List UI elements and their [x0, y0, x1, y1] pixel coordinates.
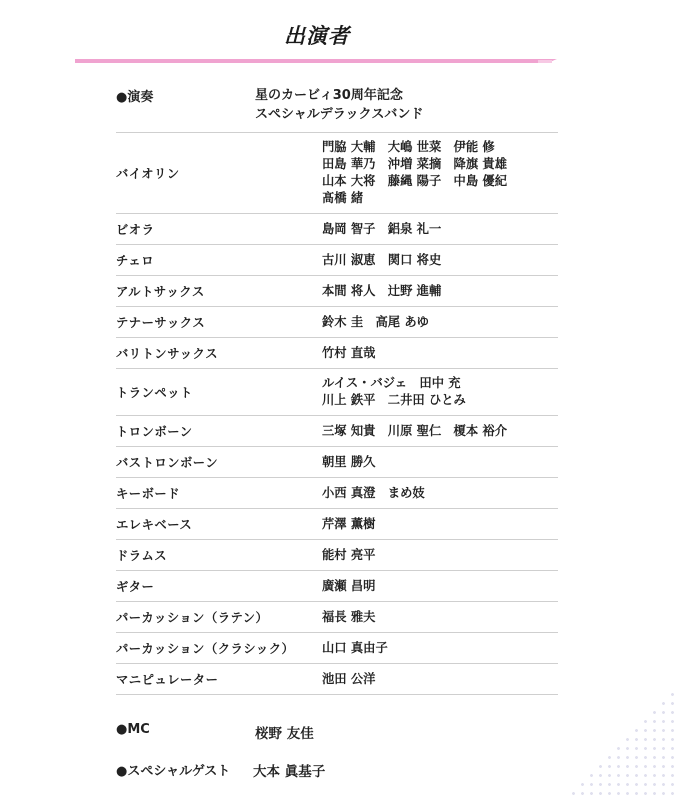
instrument-label: アルトサックス — [116, 276, 322, 307]
performer-names — [322, 133, 558, 214]
member-row — [116, 633, 558, 664]
member-row — [116, 602, 558, 633]
member-row — [116, 540, 558, 571]
member-row — [116, 133, 558, 214]
member-row — [116, 416, 558, 447]
performer-name-line: 山口 真由子 — [322, 640, 388, 655]
member-row — [116, 245, 558, 276]
performer-names — [322, 416, 558, 447]
ensemble-label: ●演奏 — [116, 90, 154, 105]
band-name-line-1: 星のカービィ30周年記念 — [255, 88, 403, 103]
members-table — [116, 132, 558, 695]
performer-name-line: 島岡 智子 鋁泉 礼一 — [322, 221, 442, 236]
performer-names — [322, 478, 558, 509]
performer-names — [322, 245, 558, 276]
performer-name-line: 山本 大将 藤縄 陽子 中島 優紀 — [322, 174, 508, 188]
instrument-label: ドラムス — [116, 540, 322, 571]
performer-names — [322, 540, 558, 571]
performer-names — [322, 447, 558, 478]
member-row — [116, 509, 558, 540]
performer-name-line: 門脇 大輔 大嶋 世菜 伊能 修 — [322, 140, 495, 154]
member-row — [116, 307, 558, 338]
performer-name-line: 福長 雅夫 — [322, 609, 376, 624]
instrument-label: バイオリン — [116, 133, 322, 214]
performer-names — [322, 571, 558, 602]
performer-name-line: 廣瀬 昌明 — [322, 578, 376, 593]
title-underline-accent — [538, 60, 552, 63]
member-row — [116, 571, 558, 602]
instrument-label: バストロンボーン — [116, 447, 322, 478]
instrument-label: ビオラ — [116, 214, 322, 245]
performer-name-line: 田島 華乃 沖増 菜摘 降旗 貴雄 — [322, 157, 508, 171]
performer-name-line: 竹村 直哉 — [322, 345, 376, 360]
performer-names — [322, 509, 558, 540]
band-name — [255, 86, 423, 124]
instrument-label: トロンボーン — [116, 416, 322, 447]
performer-name-line: 朝里 勝久 — [322, 454, 376, 469]
member-row — [116, 478, 558, 509]
member-row — [116, 369, 558, 416]
performer-names — [322, 633, 558, 664]
member-row — [116, 664, 558, 695]
performer-name-line: 髙橋 緒 — [322, 191, 364, 205]
title-underline — [75, 59, 557, 63]
instrument-label: キーボード — [116, 478, 322, 509]
performer-name-line: 川上 鉄平 二井田 ひとみ — [322, 393, 466, 407]
performer-name-line: 能村 亮平 — [322, 547, 376, 562]
performer-names — [322, 276, 558, 307]
instrument-label: トランペット — [116, 369, 322, 416]
members-table-body — [116, 133, 558, 695]
member-row — [116, 447, 558, 478]
instrument-label: パーカッション（クラシック） — [116, 633, 322, 664]
performer-name-line: ルイス・バジェ 田中 充 — [322, 376, 461, 390]
guest-label: ●スペシャルゲスト — [116, 764, 231, 779]
performer-names — [322, 307, 558, 338]
instrument-label: エレキベース — [116, 509, 322, 540]
mc-label: ●MC — [116, 722, 150, 737]
performer-name-line: 本間 将人 辻野 進輔 — [322, 283, 442, 298]
performer-name-line: 古川 淑恵 関口 将史 — [322, 252, 442, 267]
performer-name-line: 池田 公洋 — [322, 671, 376, 686]
instrument-label: ギター — [116, 571, 322, 602]
performer-names — [322, 214, 558, 245]
instrument-label: パーカッション（ラテン） — [116, 602, 322, 633]
performer-names — [322, 369, 558, 416]
member-row — [116, 338, 558, 369]
instrument-label: チェロ — [116, 245, 322, 276]
band-name-line-2: スペシャルデラックスバンド — [255, 107, 424, 122]
instrument-label: バリトンサックス — [116, 338, 322, 369]
performer-names — [322, 338, 558, 369]
member-row — [116, 214, 558, 245]
performer-names — [322, 602, 558, 633]
performer-name-line: 小西 真澄 まめ妓 — [322, 485, 425, 500]
member-row — [116, 276, 558, 307]
performer-name-line: 芹澤 薫樹 — [322, 516, 376, 531]
performer-name-line: 鈴木 圭 高尾 あゆ — [322, 314, 429, 329]
instrument-label: テナーサックス — [116, 307, 322, 338]
instrument-label: マニピュレーター — [116, 664, 322, 695]
mc-name: 桜野 友佳 — [255, 726, 314, 742]
guest-name: 大本 眞基子 — [253, 764, 326, 780]
performer-name-line: 三塚 知貴 川原 聖仁 榎本 裕介 — [322, 423, 508, 438]
page-title: 出演者 — [284, 24, 350, 48]
decorative-dot-pattern — [560, 690, 674, 801]
performer-names — [322, 664, 558, 695]
